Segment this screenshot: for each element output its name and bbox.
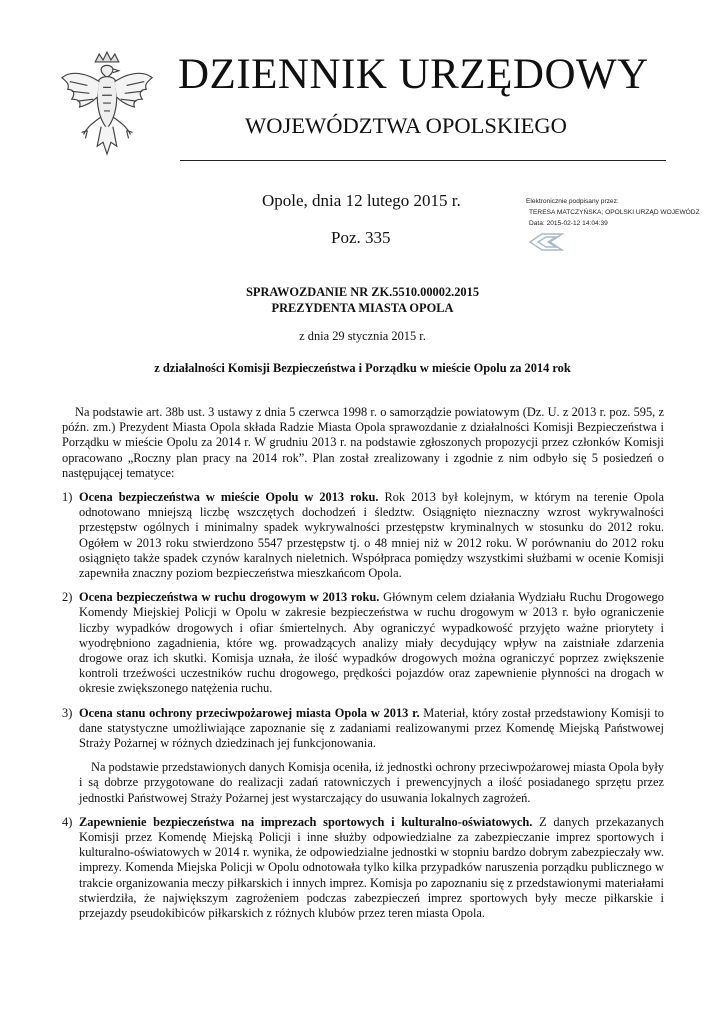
list-item (62, 590, 664, 696)
intro-paragraph: Na podstawie art. 38b ust. 3 ustawy z dnia 5 czerwca 1998 r. o samorządzie powiatowym (Dz. U. z 2013 r. poz. 595, z późn. zm.) Prezydent Miasta Opola składa Radzie Miasta Opola sprawozdanie z działalności Komisji Bezpieczeństwa i Porządku w mieście Opolu za 2014 r. W grudniu 2013 r. na podstawie zgłoszonych propozycji przez członków Komisji opracowano „Roczny plan pracy na 2014 rok”. Plan został zrealizowany i zgodnie z nim odbyło się 5 posiedzeń o następującej tematyce: (62, 405, 664, 480)
item-number: 3) (62, 705, 73, 720)
item-heading: Ocena bezpieczeństwa w ruchu drogowym w 2013 roku. (79, 590, 380, 605)
topics-list-continued (62, 815, 664, 921)
item-heading: Zapewnienie bezpieczeństwa na imprezach sportowych i kulturalno-oświatowych. (79, 814, 533, 829)
list-item (62, 815, 664, 921)
electronic-signature-block (526, 196, 716, 229)
document-subject: z działalności Komisji Bezpieczeństwa i Porządku w mieście Opolu za 2014 rok (154, 361, 571, 375)
list-item (62, 706, 664, 752)
masthead-divider (180, 160, 666, 161)
item3-followup-paragraph: Na podstawie przedstawionych danych Komisja oceniła, iż jednostki ochrony przeciwpożarowej miasta Opola były i są dobrze przygotowane do realizacji zadań ratowniczych i prewencyjnych a ilość posiadanego sprzętu przez jednostki Państwowej Straży Pożarnej jest wystarczający do usuwania lokalnych zagrożeń. (79, 760, 664, 805)
signer-name: TERESA MATCZYŃSKA; OPOLSKI URZĄD WOJEWÓDZ (529, 209, 700, 216)
item-text: Rok 2013 był kolejnym, w którym na terenie Opola odnotowano mniejszą liczbę wszczętych dochodzeń i śledztw. Osiągnięto nieznaczny wzrost wykrywalności przestępstw ogólnych i minimalny spadek wykrywalności przestępstw kryminalnych w stosunku do 2012 roku. Ogółem w 2013 roku stwierdzono 5547 przestępstw tj. o 48 mniej niż w 2012 roku. W porównaniu do 2012 roku osiągnięto także spadek czynów karalnych nieletnich. Współpraca pomiędzy wszystkimi służbami w ocenie Komisji zapewniła znaczny poziom bezpieczeństwa mieszkańcom Opola. (79, 490, 664, 581)
item-text: Głównym celem działania Wydziału Ruchu Drogowego Komendy Miejskiej Policji w Opolu w zakresie bezpieczeństwa w ruchu drogowym w 2013 r. było ograniczenie liczby wypadków drogowych i ofiar śmiertelnych. Aby ograniczyć wypadkowość przyjęto ważne priorytety i wyodrębniono zagadnienia, które wg. prowadzących analizy miały decydujący wpływ na zaistniałe zdarzenia drogowe oraz ich skutki. Komisja uznała, że ilość wypadków drogowych można ograniczyć poprzez zwiększenie kontroli trzeźwości uczestników ruchu drogowego, prędkości pojazdów oraz zapewnienie płynności na drogach w okresie zwiększonego natężenia ruchu. (79, 590, 664, 696)
document-title-line-1: SPRAWOZDANIE NR ZK.5510.00002.2015 (245, 285, 480, 299)
signature-label: Elektronicznie podpisany przez: (526, 198, 619, 205)
position-number: Poz. 335 (331, 228, 391, 247)
polish-eagle-emblem-icon (58, 48, 156, 166)
journal-subtitle: WOJEWÓDZTWA OPOLSKIEGO (245, 113, 567, 138)
item-number: 1) (62, 490, 73, 505)
document-title (0, 284, 725, 316)
document-body (62, 405, 664, 921)
journal-title: DZIENNIK URZĘDOWY (178, 51, 649, 98)
item-text: Materiał, który został przedstawiony Komisji to dane statystyczne umożliwiające zapoznanie się z zadaniami realizowanymi przez Komendę Miejską Państwowej Straży Pożarnej w różnych dziedzinach jej funkcjonowania. (79, 705, 664, 751)
signature-verification-icon (528, 231, 564, 253)
item-heading: Ocena bezpieczeństwa w mieście Opolu w 2013 roku. (79, 490, 379, 505)
list-item (62, 490, 664, 581)
publication-date: Opole, dnia 12 lutego 2015 r. (262, 191, 461, 210)
document-title-line-2: PREZYDENTA MIASTA OPOLA (271, 301, 454, 315)
signature-date: Data: 2015-02-12 14:04:39 (529, 220, 608, 227)
item-heading: Ocena stanu ochrony przeciwpożarowej miasta Opola w 2013 r. (79, 705, 420, 720)
document-date: z dnia 29 stycznia 2015 r. (299, 329, 426, 343)
topics-list (62, 490, 664, 751)
item-number: 2) (62, 590, 73, 605)
item-number: 4) (62, 814, 73, 829)
item-text: Z danych przekazanych Komisji przez Komendę Miejską Policji i inne służby odpowiedzialne za zabezpieczanie imprez sportowych i kulturalno-oświatowych w 2014 r. wynika, że odpowiedzialne jednostki w stopniu bardzo dobrym zabezpieczały ww. imprezy. Komenda Miejska Policji w Opolu odnotowała tylko kilka przypadków naruszenia porządku publicznego w trakcie organizowania meczy piłkarskich i innych imprez. Komisja po zapoznaniu się z przedstawionymi materiałami stwierdziła, że największym zagrożeniem podczas zabezpieczeń imprez sportowych były mecze piłkarskie i przejazdy pseudokibiców piłkarskich z różnych klubów przez teren miasta Opola. (79, 814, 664, 921)
